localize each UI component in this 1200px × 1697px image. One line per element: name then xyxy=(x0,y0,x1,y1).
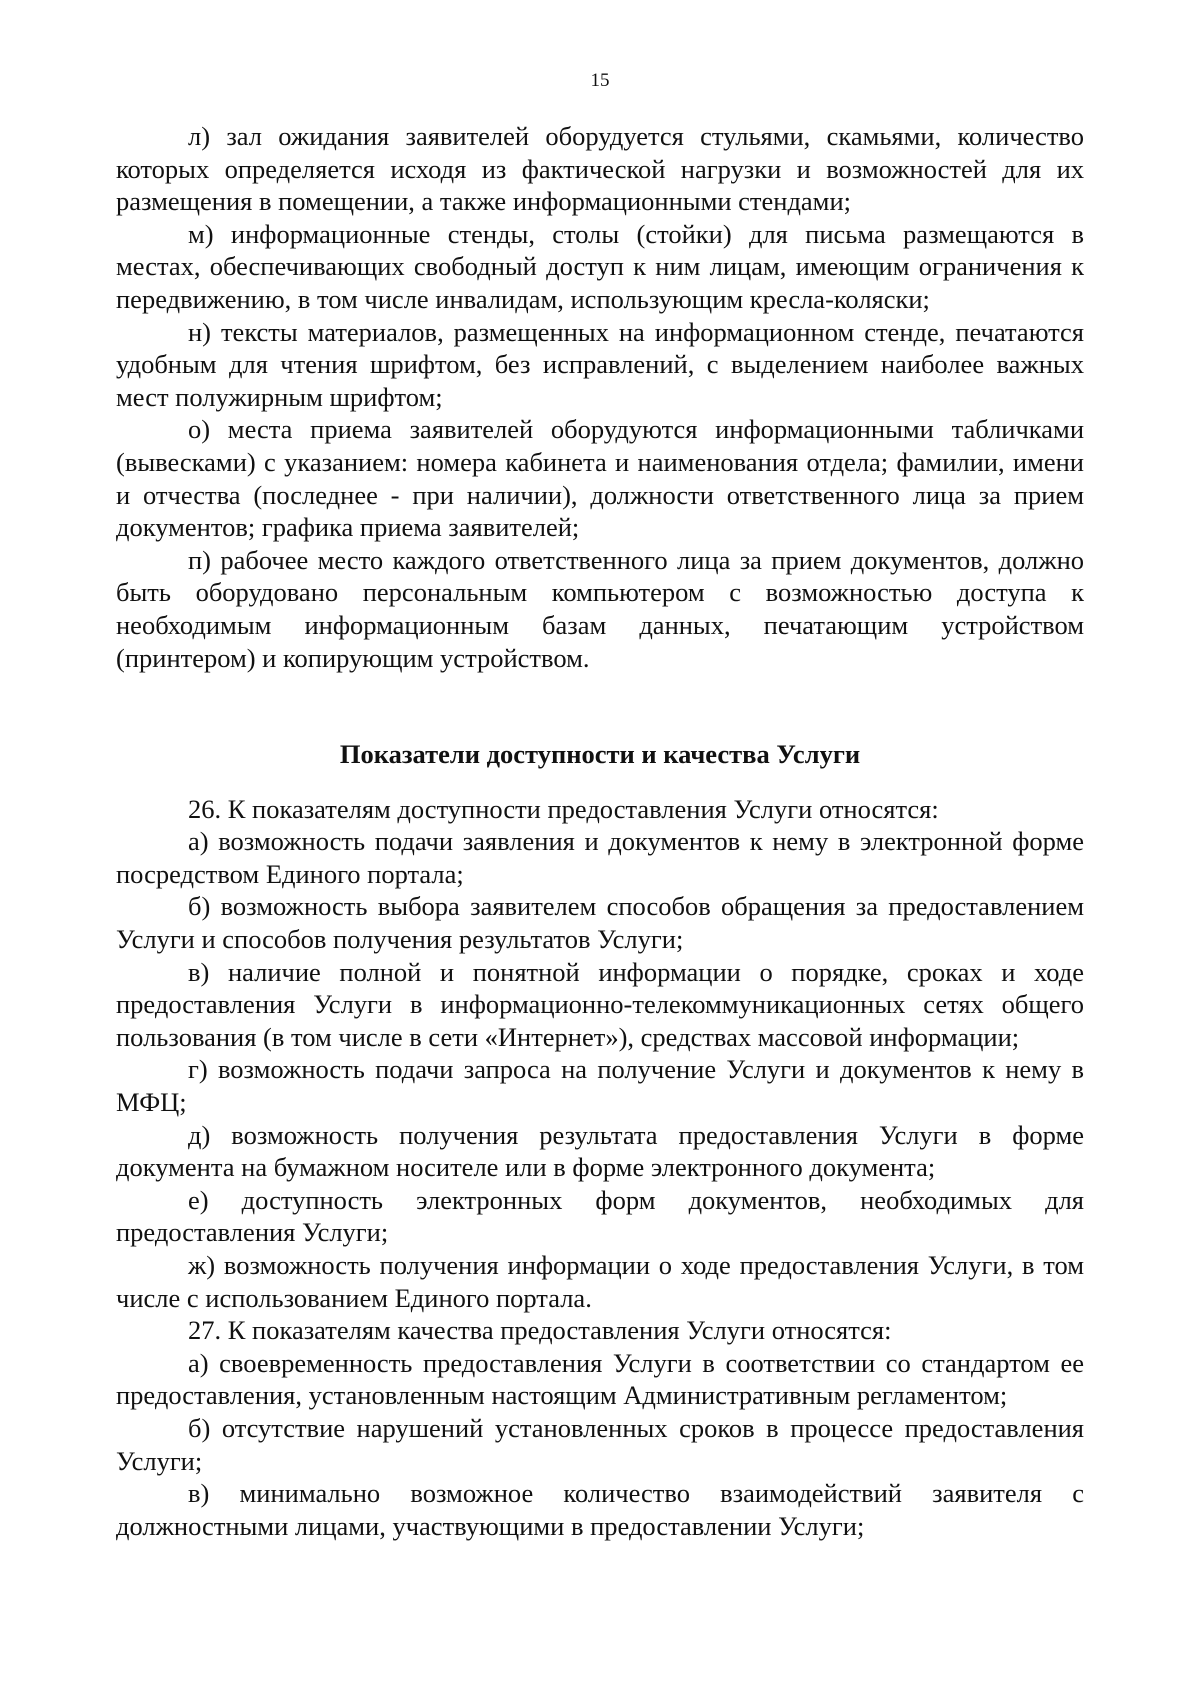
paragraph-26-v: в) наличие полной и понятной информации о порядке, сроках и ходе предоставления Услуги в информационно-телекоммуникационных сетях общего пользования (в том числе в сети «Интернет»), средствах массовой информации; xyxy=(116,956,1084,1052)
paragraph-m: м) информационные стенды, столы (стойки) для письма размещаются в местах, обеспечивающих свободный доступ к ним лицам, имеющим ограничения к передвижению, в том числе инвалидам, использующим кресла-коляски; xyxy=(116,218,1084,314)
section-spacer xyxy=(116,674,1084,698)
paragraph-26-g: г) возможность подачи запроса на получение Услуги и документов к нему в МФЦ; xyxy=(116,1054,1084,1118)
page-number: 15 xyxy=(590,70,610,91)
paragraph-26: 26. К показателям доступности предоставления Услуги относятся: xyxy=(188,793,939,824)
paragraph-27-a: а) своевременность предоставления Услуги в соответствии со стандартом ее предоставления, установленным настоящим Административным регламентом; xyxy=(116,1347,1084,1411)
paragraph-o: о) места приема заявителей оборудуются информационными табличками (вывесками) с указанием: номера кабинета и наименования отдела; фамилии, имени и отчества (последнее - при наличии), должности ответственного лица за прием документов; графика приема заявителей; xyxy=(116,414,1084,543)
paragraph-l: л) зал ожидания заявителей оборудуется стульями, скамьями, количество которых определяется исходя из фактической нагрузки и возможностей для их размещения в помещении, а также информационными стендами; xyxy=(116,121,1084,217)
paragraph-26-b: б) возможность выбора заявителем способов обращения за предоставлением Услуги и способов получения результатов Услуги; xyxy=(116,891,1084,955)
paragraph-26-zh: ж) возможность получения информации о ходе предоставления Услуги, в том числе с использованием Единого портала. xyxy=(116,1250,1084,1313)
paragraph-p: п) рабочее место каждого ответственного лица за прием документов, должно быть оборудовано персональным компьютером с возможностью доступа к необходимым информационным базам данных, печатающим устройством (принтером) и копирующим устройством. xyxy=(116,544,1084,673)
paragraph-26-a: а) возможность подачи заявления и документов к нему в электронной форме посредством Единого портала; xyxy=(116,826,1084,889)
paragraph-27: 27. К показателям качества предоставления Услуги относятся: xyxy=(188,1315,892,1346)
section-heading: Показатели доступности и качества Услуги xyxy=(339,739,861,770)
paragraph-n: н) тексты материалов, размещенных на информационном стенде, печатаются удобным для чтения шрифтом, без исправлений, с выделением наиболее важных мест полужирным шрифтом; xyxy=(116,316,1084,412)
document-body xyxy=(116,120,1084,1542)
paragraph-27-v: в) минимально возможное количество взаимодействий заявителя с должностными лицами, участвующими в предоставлении Услуги; xyxy=(116,1478,1084,1541)
paragraph-27-b: б) отсутствие нарушений установленных сроков в процессе предоставления Услуги; xyxy=(116,1412,1084,1476)
paragraph-26-e: е) доступность электронных форм документов, необходимых для предоставления Услуги; xyxy=(116,1184,1084,1248)
paragraph-26-d: д) возможность получения результата предоставления Услуги в форме документа на бумажном носителе или в форме электронного документа; xyxy=(116,1119,1084,1183)
